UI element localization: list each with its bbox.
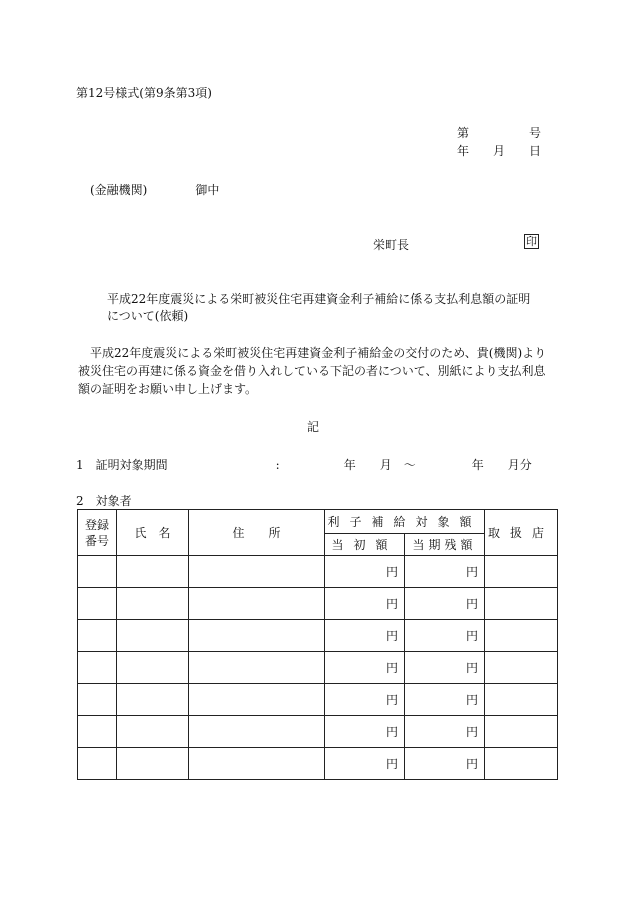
name-cell	[117, 748, 189, 780]
addressee-name: (金融機関)	[90, 183, 148, 197]
branch-cell	[485, 588, 558, 620]
table-row	[78, 684, 558, 716]
reg-no-cell	[78, 748, 117, 780]
name-cell	[117, 588, 189, 620]
period-month1: 月	[379, 458, 392, 472]
header-balance: 当期残額	[405, 534, 485, 556]
reg-no-cell	[78, 556, 117, 588]
address-cell	[189, 684, 325, 716]
date-year: 年	[457, 144, 470, 158]
header-branch: 取扱店	[485, 510, 558, 556]
balance-cell: 円	[405, 748, 485, 780]
date-day: 日	[528, 144, 541, 158]
balance-cell: 円	[405, 684, 485, 716]
period-month2: 月分	[507, 458, 532, 472]
doc-number-prefix: 第	[457, 126, 470, 140]
reg-no-cell	[78, 620, 117, 652]
table-row	[78, 652, 558, 684]
header-initial: 当初額	[325, 534, 405, 556]
address-cell	[189, 588, 325, 620]
doc-number-suffix: 号	[528, 126, 541, 140]
table-row	[78, 716, 558, 748]
balance-cell: 円	[405, 588, 485, 620]
reg-no-cell	[78, 716, 117, 748]
addressee-honorific: 御中	[195, 183, 220, 197]
table-row	[78, 556, 558, 588]
address-cell	[189, 716, 325, 748]
form-number: 第12号様式(第9条第3項)	[76, 86, 212, 100]
date-month: 月	[492, 144, 505, 158]
balance-cell: 円	[405, 620, 485, 652]
initial-cell: 円	[325, 588, 405, 620]
seal-mark: 印	[526, 235, 537, 248]
table-row	[78, 620, 558, 652]
address-cell	[189, 620, 325, 652]
branch-cell	[485, 620, 558, 652]
name-cell	[117, 620, 189, 652]
reg-no-cell	[78, 652, 117, 684]
table-row	[78, 748, 558, 780]
period-year2: 年	[471, 458, 484, 472]
initial-cell: 円	[325, 716, 405, 748]
name-cell	[117, 556, 189, 588]
initial-cell: 円	[325, 748, 405, 780]
branch-cell	[485, 748, 558, 780]
address-cell	[189, 652, 325, 684]
item-targets: 2 対象者	[76, 494, 132, 508]
initial-cell: 円	[325, 556, 405, 588]
period-label: 1 証明対象期間	[76, 458, 168, 472]
item-period	[76, 456, 532, 473]
initial-cell: 円	[325, 620, 405, 652]
name-cell	[117, 716, 189, 748]
balance-cell: 円	[405, 652, 485, 684]
initial-cell: 円	[325, 684, 405, 716]
header-name: 氏 名	[117, 510, 189, 556]
address-cell	[189, 748, 325, 780]
ki-heading: 記	[307, 420, 320, 434]
reg-no-cell	[78, 684, 117, 716]
branch-cell	[485, 652, 558, 684]
header-address: 住 所	[189, 510, 325, 556]
period-tilde: 〜	[403, 458, 416, 472]
period-year1: 年	[343, 458, 356, 472]
subject-line: 平成22年度震災による栄町被災住宅再建資金利子補給に係る支払利息額の証明について(依頼)	[107, 292, 531, 323]
branch-cell	[485, 716, 558, 748]
initial-cell: 円	[325, 652, 405, 684]
sender-title: 栄町長	[373, 238, 410, 252]
table-row	[78, 588, 558, 620]
body-text	[78, 344, 554, 398]
target-table	[77, 509, 558, 780]
addressee	[90, 181, 219, 198]
document-date	[457, 142, 541, 159]
branch-cell	[485, 684, 558, 716]
header-reg-no: 登録番号	[78, 510, 117, 556]
document-number	[457, 124, 541, 141]
name-cell	[117, 684, 189, 716]
reg-no-cell	[78, 588, 117, 620]
address-cell	[189, 556, 325, 588]
balance-cell: 円	[405, 556, 485, 588]
balance-cell: 円	[405, 716, 485, 748]
branch-cell	[485, 556, 558, 588]
period-colon: :	[275, 458, 280, 472]
name-cell	[117, 652, 189, 684]
body-paragraph: 平成22年度震災による栄町被災住宅再建資金利子補給金の交付のため、貴(機関)より被災住宅の再建に係る資金を借り入れしている下記の者について、別紙により支払利息額の証明をお願い申し上げます。	[78, 346, 547, 396]
header-subsidy: 利子補給対象額	[325, 510, 485, 534]
